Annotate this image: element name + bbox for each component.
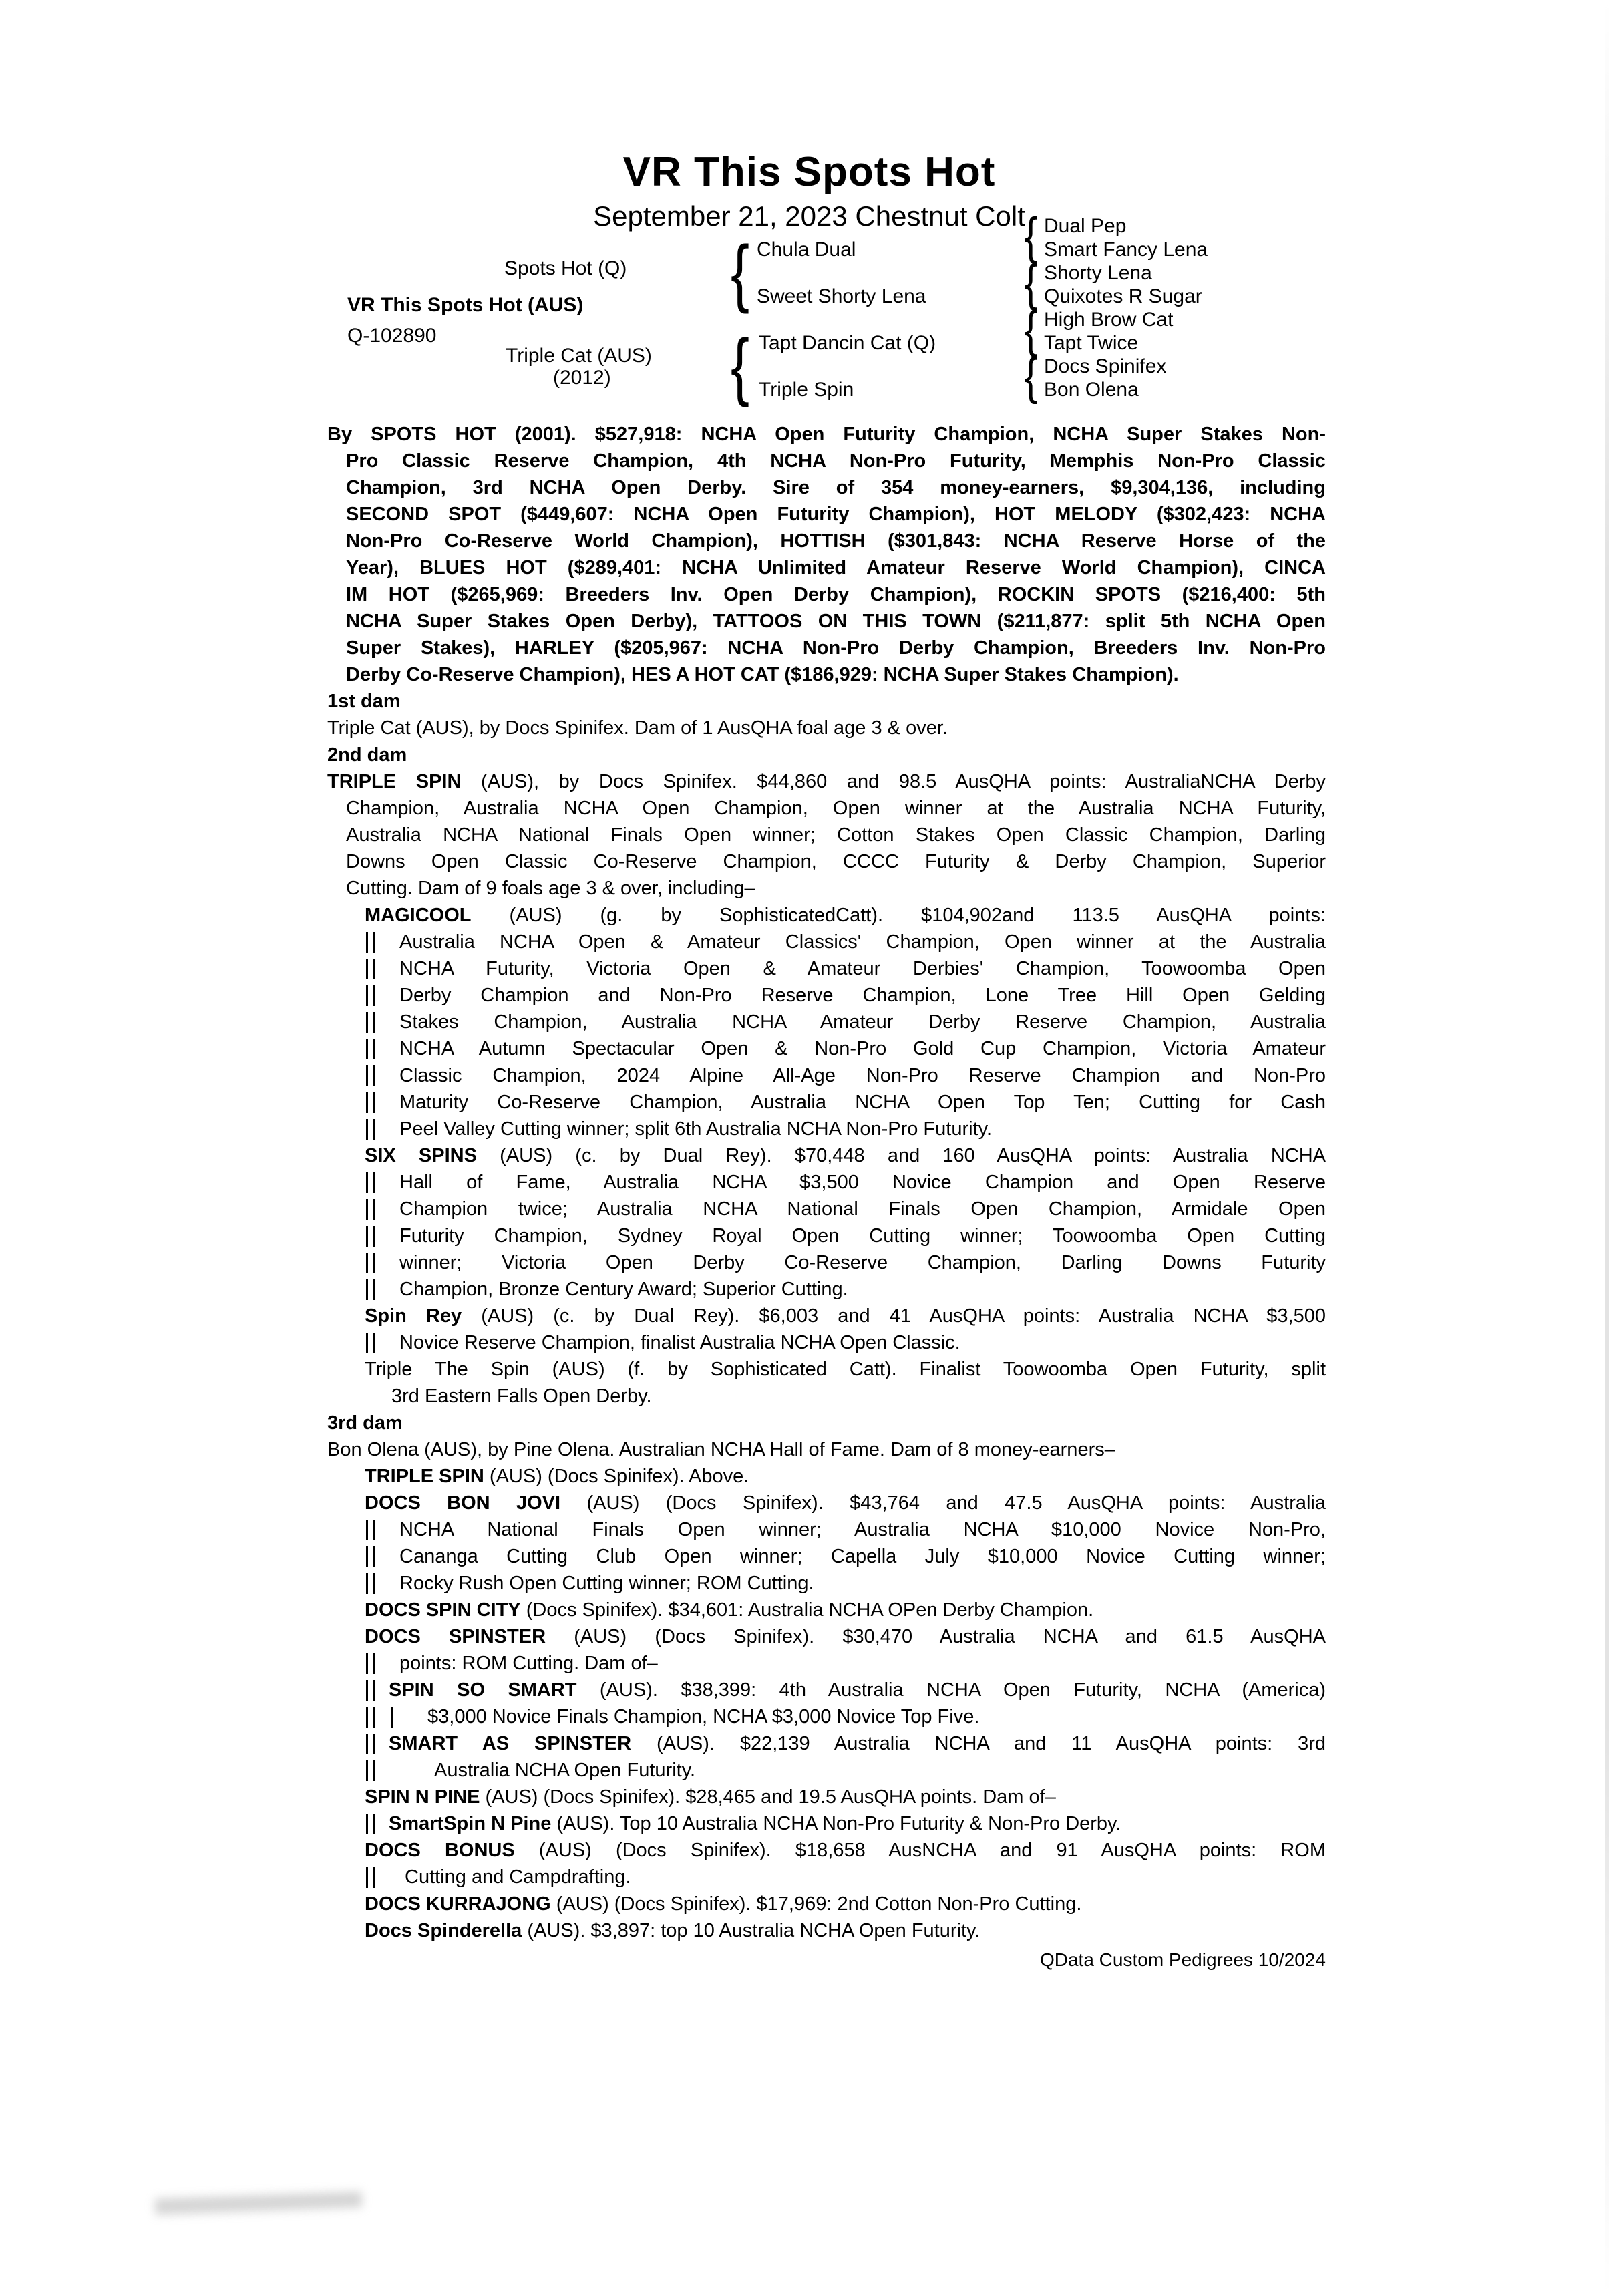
pedigree-node: (2012) bbox=[553, 367, 611, 389]
horse-name-bold: Docs Spinderella bbox=[365, 1920, 522, 1941]
body-text: Cutting. Dam of 9 foals age 3 & over, including– bbox=[346, 878, 755, 899]
body-line bbox=[327, 635, 1326, 661]
pedigree-node: Shorty Lena bbox=[1044, 262, 1152, 284]
body-line bbox=[327, 1222, 1326, 1249]
body-line bbox=[327, 1623, 1326, 1650]
pedigree-node: Triple Cat (AUS) bbox=[506, 345, 652, 367]
body-line bbox=[327, 1757, 1326, 1784]
body-text: (AUS) (Docs Spinifex). $17,969: 2nd Cotton Non-Pro Cutting. bbox=[550, 1893, 1082, 1915]
body-line bbox=[327, 1276, 1326, 1303]
produce-double-bar-mark bbox=[366, 1520, 375, 1540]
body-line bbox=[327, 1009, 1326, 1035]
produce-single-bar-mark bbox=[391, 1707, 393, 1728]
body-text: (AUS) (Docs Spinifex). $43,764 and 47.5 AusQHA points: Australia bbox=[560, 1492, 1326, 1514]
produce-double-bar-mark bbox=[366, 1734, 375, 1754]
body-text: Maturity Co-Reserve Champion, Australia NCHA Open Top Ten; Cutting for Cash bbox=[399, 1092, 1326, 1113]
pedigree-node: Chula Dual bbox=[757, 238, 856, 261]
horse-name-bold: Year), BLUES HOT ($289,401: NCHA Unlimited Amateur Reserve World Champion), CINCA bbox=[346, 557, 1326, 579]
body-text: Classic Champion, 2024 Alpine All-Age Non-Pro Reserve Champion and Non-Pro bbox=[399, 1065, 1326, 1086]
body-text: Cananga Cutting Club Open winner; Capella July $10,000 Novice Cutting winner; bbox=[399, 1546, 1326, 1567]
produce-double-bar-mark bbox=[366, 1546, 375, 1567]
horse-name-bold: DOCS KURRAJONG bbox=[365, 1893, 551, 1915]
produce-double-bar-mark bbox=[366, 1279, 375, 1300]
body-text: (AUS) (Docs Spinifex). $18,658 AusNCHA and 91 AusQHA points: ROM bbox=[514, 1840, 1326, 1861]
body-text: points: ROM Cutting. Dam of– bbox=[399, 1653, 658, 1674]
produce-double-bar-mark bbox=[366, 1760, 375, 1781]
pedigree-node: Tapt Dancin Cat (Q) bbox=[759, 332, 936, 354]
horse-name-bold: 1st dam bbox=[327, 691, 401, 712]
horse-name-bold: NCHA Super Stakes Open Derby), TATTOOS ON THIS TOWN ($211,877: split 5th NCHA Open bbox=[346, 611, 1326, 632]
body-text: (AUS). $38,399: 4th Australia NCHA Open Futurity, NCHA (America) bbox=[576, 1679, 1326, 1701]
produce-double-bar-mark bbox=[366, 1707, 375, 1728]
horse-name-bold: SPIN SO SMART bbox=[389, 1679, 577, 1701]
body-line bbox=[327, 1383, 1326, 1410]
body-line bbox=[327, 955, 1326, 982]
body-line bbox=[327, 795, 1326, 822]
body-line bbox=[327, 1784, 1326, 1810]
body-text: Champion, Bronze Century Award; Superior Cutting. bbox=[399, 1279, 848, 1300]
body-text: (AUS). $22,139 Australia NCHA and 11 AusQHA points: 3rd bbox=[631, 1733, 1326, 1754]
produce-double-bar-mark bbox=[366, 1065, 375, 1086]
horse-name-bold: 3rd dam bbox=[327, 1412, 403, 1434]
body-line bbox=[327, 1142, 1326, 1169]
body-line bbox=[327, 1035, 1326, 1062]
body-text: Triple Cat (AUS), by Docs Spinifex. Dam of 1 AusQHA foal age 3 & over. bbox=[327, 717, 948, 739]
body-text: (AUS) (Docs Spinifex). $30,470 Australia NCHA and 61.5 AusQHA bbox=[546, 1626, 1326, 1647]
body-line bbox=[327, 1490, 1326, 1516]
body-text: Cutting and Campdrafting. bbox=[405, 1866, 631, 1888]
body-text: Triple The Spin (AUS) (f. by Sophisticated Catt). Finalist Toowoomba Open Futurity, split bbox=[365, 1359, 1326, 1380]
body-line bbox=[327, 902, 1326, 929]
horse-name-bold: DOCS SPIN CITY bbox=[365, 1599, 521, 1621]
horse-name-bold: Derby Co-Reserve Champion), HES A HOT CAT ($186,929: NCHA Super Stakes Champion). bbox=[346, 664, 1179, 685]
horse-name-bold: TRIPLE SPIN bbox=[365, 1466, 484, 1487]
body-text: NCHA Autumn Spectacular Open & Non-Pro Gold Cup Champion, Victoria Amateur bbox=[399, 1038, 1326, 1059]
body-line bbox=[327, 1864, 1326, 1891]
body-line bbox=[327, 1837, 1326, 1864]
produce-double-bar-mark bbox=[366, 1867, 375, 1888]
pedigree-node: Docs Spinifex bbox=[1044, 355, 1167, 377]
produce-double-bar-mark bbox=[366, 1573, 375, 1594]
body-line bbox=[327, 608, 1326, 635]
body-text: (AUS), by Docs Spinifex. $44,860 and 98.5 AusQHA points: AustraliaNCHA Derby bbox=[461, 771, 1326, 792]
body-text: $3,000 Novice Finals Champion, NCHA $3,000 Novice Top Five. bbox=[427, 1706, 980, 1728]
body-line bbox=[327, 661, 1326, 688]
body-text: (AUS) (g. by SophisticatedCatt). $104,902and 113.5 AusQHA points: bbox=[471, 905, 1326, 926]
body-line bbox=[327, 1062, 1326, 1089]
body-line bbox=[327, 982, 1326, 1009]
pedigree-node: Quixotes R Sugar bbox=[1044, 285, 1202, 307]
body-text: Australia NCHA Open & Amateur Classics' Champion, Open winner at the Australia bbox=[399, 931, 1326, 953]
produce-double-bar-mark bbox=[366, 932, 375, 953]
body-line bbox=[327, 1597, 1326, 1623]
footer-credit: QData Custom Pedigrees 10/2024 bbox=[1039, 1949, 1326, 1970]
body-line bbox=[327, 1089, 1326, 1116]
body-text: Australia NCHA National Finals Open winner; Cotton Stakes Open Classic Champion, Darling bbox=[346, 824, 1326, 846]
body-text: Derby Champion and Non-Pro Reserve Champion, Lone Tree Hill Open Gelding bbox=[399, 985, 1326, 1006]
produce-double-bar-mark bbox=[366, 985, 375, 1006]
pedigree-brace: { bbox=[1025, 301, 1038, 358]
produce-double-bar-mark bbox=[366, 1814, 375, 1834]
produce-double-bar-mark bbox=[366, 1119, 375, 1140]
pedigree-node: Sweet Shorty Lena bbox=[757, 285, 926, 307]
body-line bbox=[327, 1196, 1326, 1222]
body-line bbox=[327, 715, 1326, 742]
pedigree-node: Tapt Twice bbox=[1044, 332, 1139, 354]
pedigree-chart bbox=[0, 0, 1609, 441]
page-subtitle: September 21, 2023 Chestnut Colt bbox=[593, 200, 1025, 232]
horse-name-bold: SIX SPINS bbox=[365, 1145, 477, 1166]
produce-double-bar-mark bbox=[366, 1012, 375, 1033]
produce-double-bar-mark bbox=[366, 1653, 375, 1674]
body-line bbox=[327, 688, 1326, 715]
body-text: (AUS). $3,897: top 10 Australia NCHA Open Futurity. bbox=[522, 1920, 980, 1941]
body-line bbox=[327, 474, 1326, 501]
body-line bbox=[327, 1410, 1326, 1436]
pedigree-node: High Brow Cat bbox=[1044, 309, 1174, 331]
horse-name-bold: Spin Rey bbox=[365, 1305, 462, 1327]
horse-name-bold: 2nd dam bbox=[327, 744, 407, 766]
horse-name-bold: Non-Pro Co-Reserve World Champion), HOTTISH ($301,843: NCHA Reserve Horse of the bbox=[346, 530, 1326, 552]
horse-name-bold: IM HOT ($265,969: Breeders Inv. Open Derby Champion), ROCKIN SPOTS ($216,400: 5th bbox=[346, 584, 1326, 605]
body-text: Australia NCHA Open Futurity. bbox=[434, 1760, 696, 1781]
body-text: (AUS) (Docs Spinifex). $28,465 and 19.5 AusQHA points. Dam of– bbox=[480, 1786, 1056, 1808]
pedigree-node: Q-102890 bbox=[347, 325, 437, 347]
produce-double-bar-mark bbox=[366, 1172, 375, 1193]
body-text: (AUS) (c. by Dual Rey). $70,448 and 160 AusQHA points: Australia NCHA bbox=[476, 1145, 1326, 1166]
body-line bbox=[327, 1169, 1326, 1196]
body-line bbox=[327, 1917, 1326, 1944]
body-line bbox=[327, 1116, 1326, 1142]
body-text: (AUS) (Docs Spinifex). Above. bbox=[484, 1466, 749, 1487]
produce-double-bar-mark bbox=[366, 1039, 375, 1059]
body-line bbox=[327, 1730, 1326, 1757]
body-text: winner; Victoria Open Derby Co-Reserve Champion, Darling Downs Futurity bbox=[399, 1252, 1326, 1273]
body-line bbox=[327, 1570, 1326, 1597]
produce-double-bar-mark bbox=[366, 1253, 375, 1273]
body-text: Downs Open Classic Co-Reserve Champion, CCCC Futurity & Derby Champion, Superior bbox=[346, 851, 1326, 872]
body-line bbox=[327, 1303, 1326, 1329]
body-line bbox=[327, 421, 1326, 448]
scan-smudge-artifact bbox=[155, 2192, 363, 2215]
pedigree-brace: { bbox=[731, 324, 750, 407]
body-text: Peel Valley Cutting winner; split 6th Australia NCHA Non-Pro Futurity. bbox=[399, 1118, 993, 1140]
body-text: Novice Reserve Champion, finalist Australia NCHA Open Classic. bbox=[399, 1332, 960, 1353]
body-text: Champion twice; Australia NCHA National Finals Open Champion, Armidale Open bbox=[399, 1198, 1326, 1220]
horse-name-bold: TRIPLE SPIN bbox=[327, 771, 462, 792]
pedigree-text-body bbox=[327, 421, 1326, 1973]
body-text: NCHA Futurity, Victoria Open & Amateur Derbies' Champion, Toowoomba Open bbox=[399, 958, 1326, 979]
body-text: Bon Olena (AUS), by Pine Olena. Australian NCHA Hall of Fame. Dam of 8 money-earners– bbox=[327, 1439, 1115, 1460]
produce-double-bar-mark bbox=[366, 1092, 375, 1113]
produce-double-bar-mark bbox=[366, 1226, 375, 1247]
body-line bbox=[327, 448, 1326, 474]
horse-name-bold: Champion, 3rd NCHA Open Derby. Sire of 354 money-earners, $9,304,136, including bbox=[346, 477, 1326, 498]
body-text: (AUS) (c. by Dual Rey). $6,003 and 41 AusQHA points: Australia NCHA $3,500 bbox=[462, 1305, 1326, 1327]
body-line bbox=[327, 768, 1326, 795]
pedigree-brace: { bbox=[1025, 208, 1038, 265]
body-line bbox=[327, 1650, 1326, 1677]
pedigree-node: Triple Spin bbox=[759, 379, 854, 401]
horse-name-bold: SECOND SPOT ($449,607: NCHA Open Futurity Champion), HOT MELODY ($302,423: NCHA bbox=[346, 504, 1326, 525]
body-line bbox=[327, 1356, 1326, 1383]
horse-name-bold: SmartSpin N Pine bbox=[389, 1813, 552, 1834]
horse-name-bold: DOCS BONUS bbox=[365, 1840, 515, 1861]
produce-double-bar-mark bbox=[366, 1680, 375, 1701]
pedigree-node: Bon Olena bbox=[1044, 379, 1139, 401]
pedigree-node: VR This Spots Hot (AUS) bbox=[347, 294, 584, 316]
body-line bbox=[327, 501, 1326, 528]
body-line bbox=[327, 875, 1326, 902]
body-text: Hall of Fame, Australia NCHA $3,500 Novice Champion and Open Reserve bbox=[399, 1172, 1326, 1193]
body-text: 3rd Eastern Falls Open Derby. bbox=[391, 1385, 652, 1407]
body-line bbox=[327, 581, 1326, 608]
horse-name-bold: SPIN N PINE bbox=[365, 1786, 480, 1808]
produce-double-bar-mark bbox=[366, 1199, 375, 1220]
body-text: NCHA National Finals Open winner; Australia NCHA $10,000 Novice Non-Pro, bbox=[399, 1519, 1326, 1540]
body-text: Rocky Rush Open Cutting winner; ROM Cutting. bbox=[399, 1573, 814, 1594]
body-line bbox=[327, 1329, 1326, 1356]
body-line bbox=[327, 929, 1326, 955]
produce-double-bar-mark bbox=[366, 1333, 375, 1353]
horse-name-bold: Pro Classic Reserve Champion, 4th NCHA Non-Pro Futurity, Memphis Non-Pro Classic bbox=[346, 450, 1326, 472]
body-line bbox=[327, 1463, 1326, 1490]
body-line bbox=[327, 554, 1326, 581]
body-line bbox=[327, 822, 1326, 848]
horse-name-bold: DOCS SPINSTER bbox=[365, 1626, 546, 1647]
body-text: (Docs Spinifex). $34,601: Australia NCHA OPen Derby Champion. bbox=[520, 1599, 1094, 1621]
body-line bbox=[327, 1810, 1326, 1837]
body-text: Stakes Champion, Australia NCHA Amateur Derby Reserve Champion, Australia bbox=[399, 1011, 1326, 1033]
page-title: VR This Spots Hot bbox=[622, 149, 996, 195]
body-line bbox=[327, 1703, 1326, 1730]
body-text: Champion, Australia NCHA Open Champion, Open winner at the Australia NCHA Futurity, bbox=[346, 798, 1326, 819]
scan-edge-artifact bbox=[1605, 0, 1609, 2296]
body-line bbox=[327, 1436, 1326, 1463]
body-line bbox=[327, 1891, 1326, 1917]
body-text: Futurity Champion, Sydney Royal Open Cutting winner; Toowoomba Open Cutting bbox=[399, 1225, 1326, 1247]
produce-double-bar-mark bbox=[366, 959, 375, 979]
horse-name-bold: DOCS BON JOVI bbox=[365, 1492, 561, 1514]
horse-name-bold: By SPOTS HOT (2001). $527,918: NCHA Open Futurity Champion, NCHA Super Stakes Non- bbox=[327, 424, 1326, 445]
pedigree-brace: { bbox=[731, 230, 750, 314]
body-line bbox=[327, 1543, 1326, 1570]
pedigree-node: Spots Hot (Q) bbox=[504, 257, 627, 279]
pedigree-brace: { bbox=[1025, 348, 1038, 405]
body-line bbox=[327, 1249, 1326, 1276]
pedigree-brace: { bbox=[1025, 255, 1038, 311]
body-line bbox=[327, 528, 1326, 554]
horse-name-bold: SMART AS SPINSTER bbox=[389, 1733, 632, 1754]
body-line bbox=[327, 848, 1326, 875]
pedigree-node: Smart Fancy Lena bbox=[1044, 238, 1208, 261]
body-line bbox=[327, 1677, 1326, 1703]
body-line bbox=[327, 742, 1326, 768]
body-line bbox=[327, 1516, 1326, 1543]
pedigree-node: Dual Pep bbox=[1044, 215, 1127, 237]
horse-name-bold: MAGICOOL bbox=[365, 905, 472, 926]
body-text: (AUS). Top 10 Australia NCHA Non-Pro Futurity & Non-Pro Derby. bbox=[551, 1813, 1121, 1834]
horse-name-bold: Super Stakes), HARLEY ($205,967: NCHA Non-Pro Derby Champion, Breeders Inv. Non-Pro bbox=[346, 637, 1326, 659]
